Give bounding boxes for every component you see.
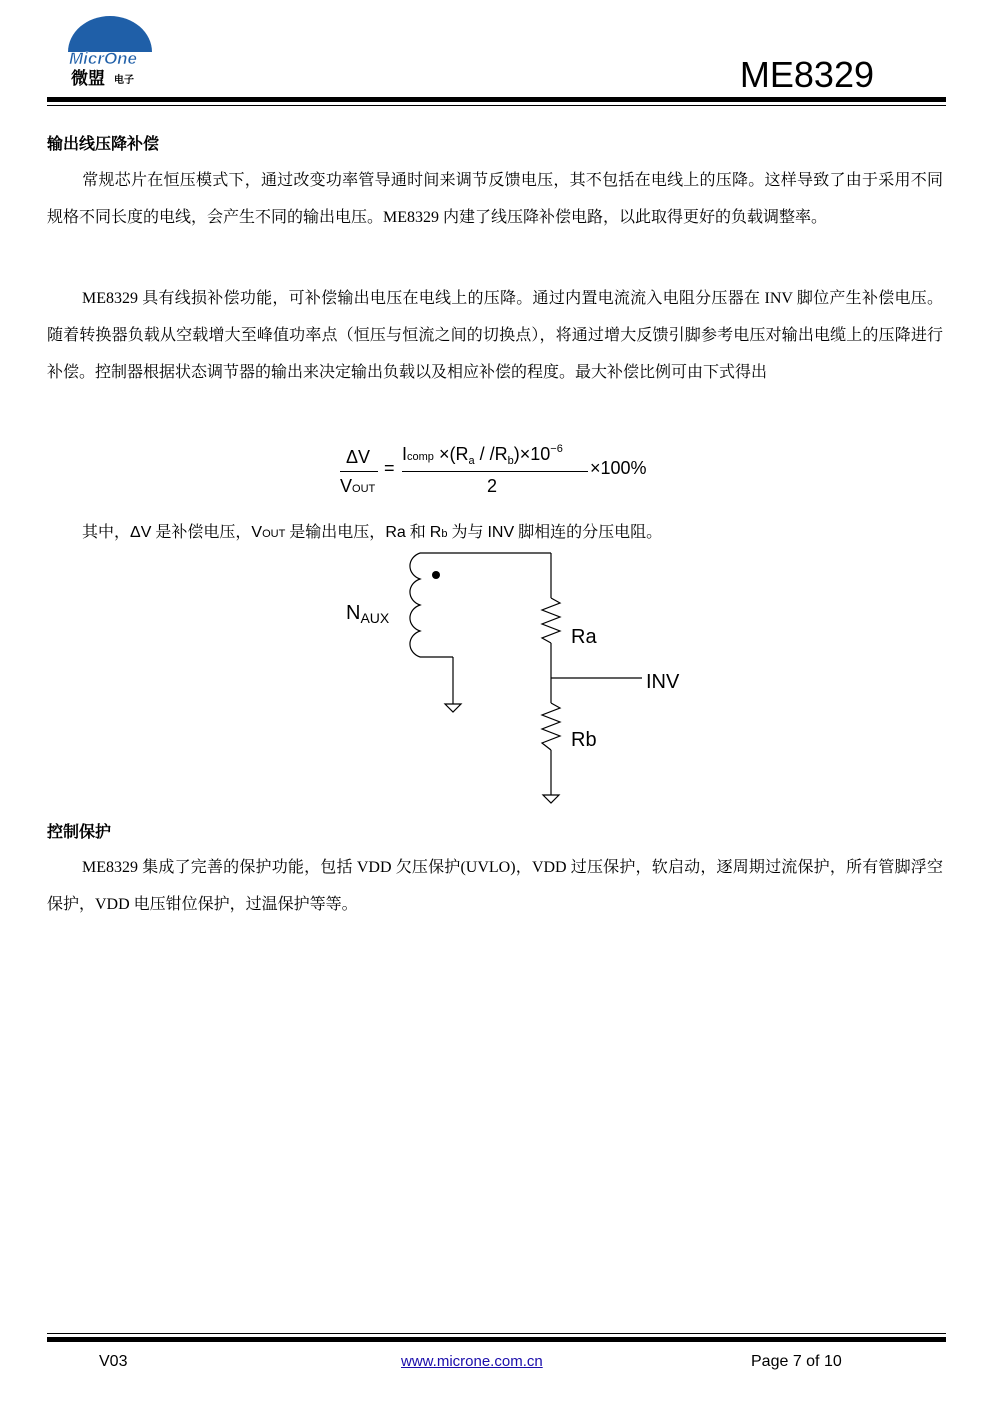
label-inv: INV [646,671,680,693]
formula-rhs-bar [402,471,588,472]
paragraph-3 [47,849,943,923]
label-rb: Rb [571,729,597,751]
doc-title: ME8329 [739,54,874,95]
header-rule-thick [47,97,946,102]
formula-legend: 其中，ΔV 是补偿电压，VOUT 是输出电压，Ra 和 Rb 为与 INV 脚相连的分压电阻。 [82,524,663,541]
compensation-formula [340,441,680,501]
formula-rhs-numerator: Icomp $\times(R_a / /R_b)\times 10^{-6}$ [402,443,563,467]
formula-equals: = [384,458,395,478]
paragraph-1 [47,162,943,236]
label-ra: Ra [571,626,597,648]
paragraph-1-text: 常规芯片在恒压模式下，通过改变功率管导通时间来调节反馈电压，其不包括在电线上的压降。这样导致了由于采用不同规格不同长度的电线，会产生不同的输出电压。ME8329 内建了线压降补偿电路，以此取得更好的负载调整率。 [47,172,943,226]
divider-circuit-diagram [330,545,710,810]
paragraph-3-text: ME8329 集成了完善的保护功能，包括 VDD 欠压保护(UVLO)，VDD 过压保护，软启动，逐周期过流保护，所有管脚浮空保护，VDD 电压钳位保护，过温保护等等。 [47,859,943,913]
footer-rule-thick [47,1337,946,1342]
header-rule-thin [47,105,946,106]
formula-rhs-denominator: 2 [487,476,498,496]
formula-lhs-denominator: VOUT [340,476,376,496]
paragraph-2 [47,280,943,391]
formula-lhs-bar [340,471,378,472]
resistor-rb [542,703,560,750]
footer-rule-thin [47,1333,946,1334]
section-heading-line-compensation: 输出线压降补偿 [47,134,160,153]
ground-symbol-coil [445,704,461,712]
formula-lhs-numerator: ΔV [346,447,371,467]
label-naux: $N_{AUX}$ [346,602,390,626]
section-heading-protection: 控制保护 [47,822,112,841]
aux-winding-coil [410,553,420,657]
company-logo [63,12,158,90]
footer-website-link[interactable]: www.microne.com.cn [401,1353,543,1370]
logo-chinese: 微盟 [71,69,105,89]
logo-latin: MicrOne [69,49,138,68]
footer-version: V03 [99,1353,128,1370]
logo-dome [68,16,152,52]
resistor-ra [542,598,560,643]
footer-page-number: Page 7 of 10 [751,1353,842,1370]
polarity-dot [432,571,440,579]
paragraph-2-text: ME8329 具有线损补偿功能，可补偿输出电压在电线上的压降。通过内置电流流入电阻分压器在 INV 脚位产生补偿电压。随着转换器负载从空载增大至峰值功率点（恒压与恒流之间的切换点），将通过增大反馈引脚参考电压对输出电缆上的压降进行补偿。控制器根据状态调节器的输出来决定输出负载以及相应补偿的程度。最大补偿比例可由下式得出 [47,290,943,381]
ground-symbol-rb [543,795,559,803]
footer-link-wrap [401,1353,543,1371]
logo-sub: 电子 [114,75,134,86]
formula-percent: ×100% [590,458,647,478]
